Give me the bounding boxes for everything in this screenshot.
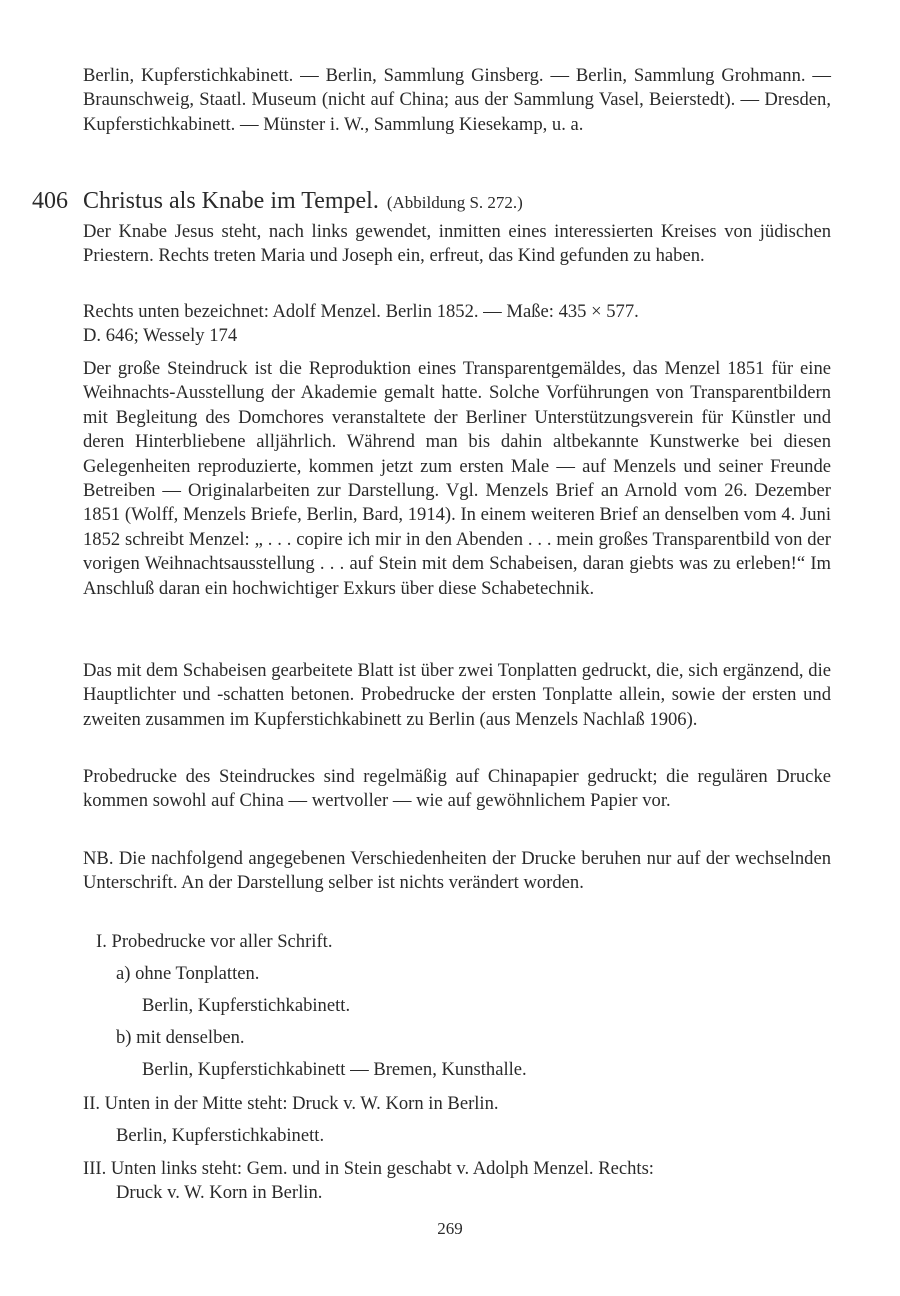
paragraph-text: Das mit dem Schabeisen gearbeitete Blatt ist über zwei Tonplatten gedruckt, die, sich ergänzend, die Hauptlichter und -schatten betonen. Probedrucke der ersten Tonplatte allein, sowie der ersten und zweiten zusammen im Kupferstichkabinett zu Berlin (aus Menzels Nachlaß 1906). [83, 660, 831, 730]
commentary-paragraph-4 [83, 847, 831, 896]
state-II-label: II. Unten in der Mitte steht: Druck v. W. Korn in Berlin. [83, 1093, 499, 1114]
paragraph-text: NB. Die nachfolgend angegebenen Verschiedenheiten der Drucke beruhen nur auf der wechselnden Unterschrift. An der Darstellung selber ist nichts verändert worden. [83, 848, 831, 894]
provenance-paragraph [83, 64, 831, 137]
state-II-location: Berlin, Kupferstichkabinett. [116, 1125, 325, 1146]
entry-title: Christus als Knabe im Tempel. [83, 188, 379, 214]
state-III-line-1: III. Unten links steht: Gem. und in Stein geschabt v. Adolph Menzel. Rechts: [83, 1158, 654, 1179]
provenance-text: Berlin, Kupferstichkabinett. — Berlin, Sammlung Ginsberg. — Berlin, Sammlung Grohmann. — Braunschweig, Staatl. Museum (nicht auf China; aus der Sammlung Vasel, Beierstedt). — Dresden, Kupferstichkabinett. — Münster i. W., Sammlung Kiesekamp, u. a. [83, 65, 831, 135]
signature-line: Rechts unten bezeichnet: Adolf Menzel. Berlin 1852. — Maße: 435 × 577. [83, 301, 639, 322]
paragraph-text: Probedrucke des Steindruckes sind regelmäßig auf Chinapapier gedruckt; die regulären Drucke kommen sowohl auf China — wertvoller — wie auf gewöhnlichem Papier vor. [83, 766, 831, 812]
entry-title-line [83, 186, 523, 218]
paragraph-text: Der große Steindruck ist die Reproduktion eines Transparentgemäldes, das Menzel 1851 für eine Weihnachts-Ausstellung der Akademie gemalt hatte. Solche Vorführungen von Transparentbildern mit Begleitung des Domchores veranstaltete der Berliner Unterstützungsverein für Künstler und deren Hinterbliebene alljährlich. Während man bis dahin altbekannte Kunstwerke bei diesen Gelegenheiten reproduzierte, kommen jetzt zum ersten Male — auf Menzels und seiner Freunde Betreiben — Originalarbeiten zur Darstellung. Vgl. Menzels Brief an Arnold vom 26. Dezember 1851 (Wolff, Menzels Briefe, Berlin, Bard, 1914). In einem weiteren Brief an denselben vom 4. Juni 1852 schreibt Menzel: „ . . . copire ich mir in den Abenden . . . mein großes Transparentbild von der vorigen Weihnachtsausstellung . . . auf Stein mit dem Schabeisen, daran giebts was zu erleben!“ Im Anschluß daran ein hochwichtiger Exkurs über diese Schabetechnik. [83, 358, 831, 599]
commentary-paragraph-3 [83, 765, 831, 814]
state-Ia-location: Berlin, Kupferstichkabinett. [142, 995, 351, 1016]
illustration-reference: (Abbildung S. 272.) [386, 193, 523, 212]
description-text: Der Knabe Jesus steht, nach links gewendet, inmitten eines interessierten Kreises von jüdischen Priestern. Rechts treten Maria und Joseph ein, erfreut, das Kind gefunden zu haben. [83, 221, 831, 267]
entry-number: 406 [32, 188, 68, 214]
state-III-line-2: Druck v. W. Korn in Berlin. [116, 1182, 323, 1203]
entry-description [83, 220, 831, 269]
catalog-references: D. 646; Wessely 174 [83, 325, 238, 347]
signature-block [83, 300, 831, 349]
state-Ib-location: Berlin, Kupferstichkabinett — Bremen, Kunsthalle. [142, 1059, 527, 1080]
state-Ib-label: b) mit denselben. [116, 1027, 245, 1048]
entry-heading [32, 186, 832, 216]
commentary-paragraph-2 [83, 659, 831, 732]
state-Ia-label: a) ohne Tonplatten. [116, 963, 260, 984]
commentary-paragraph-1 [83, 357, 831, 601]
state-I-label: I. Probedrucke vor aller Schrift. [96, 931, 333, 952]
page-number: 269 [437, 1219, 463, 1238]
